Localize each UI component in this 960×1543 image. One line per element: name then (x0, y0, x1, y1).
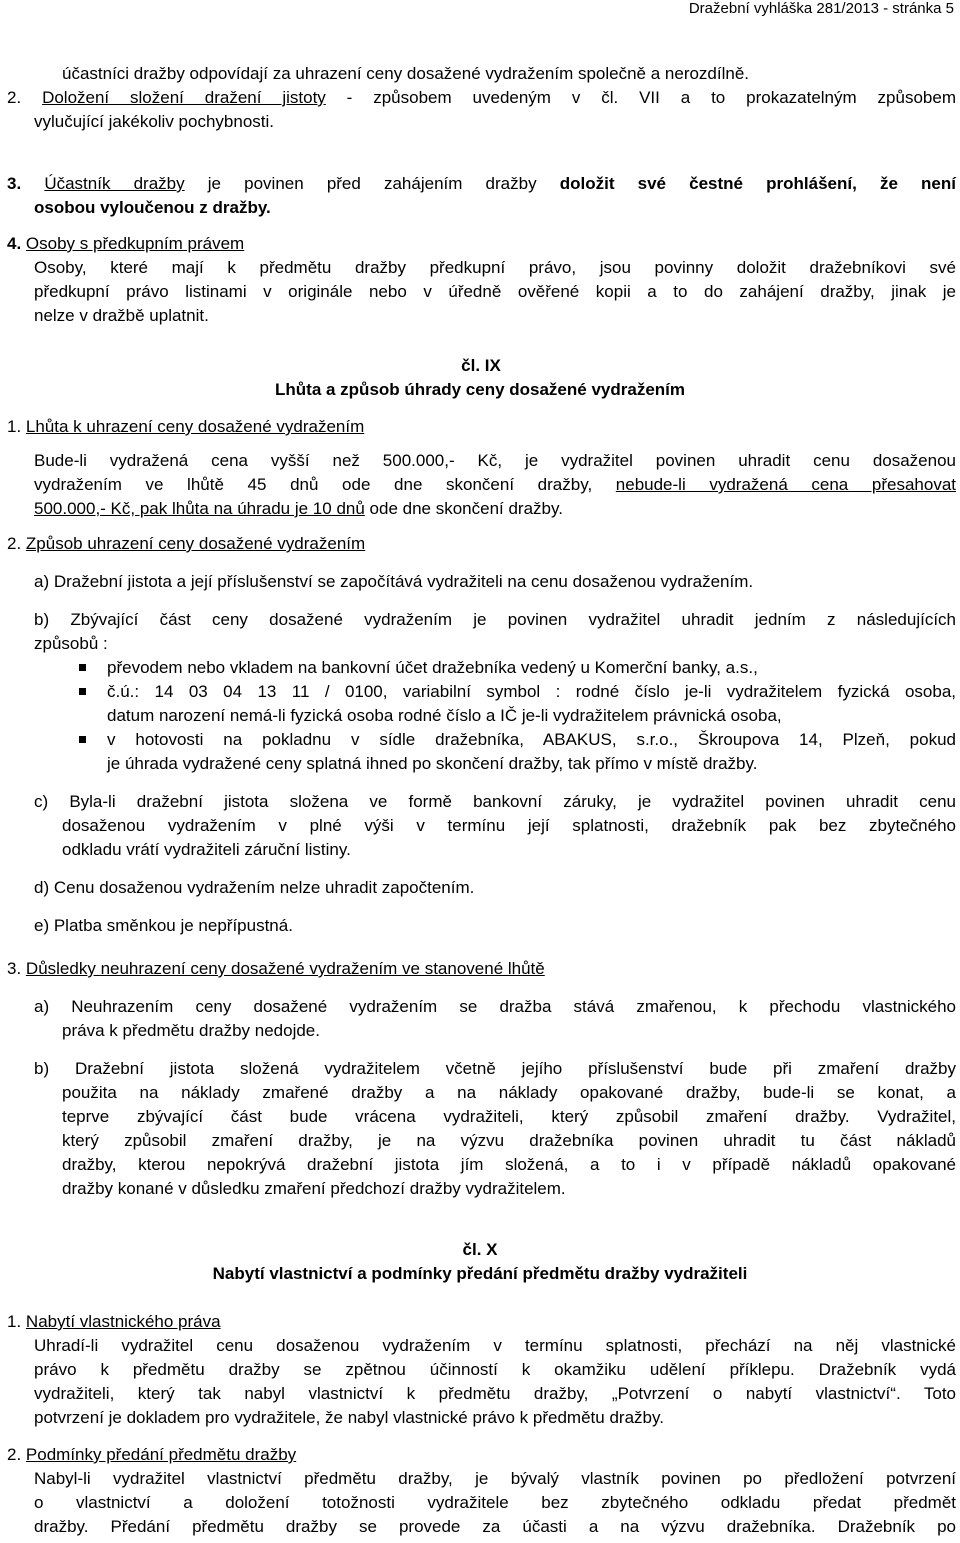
bullet-square-icon (79, 688, 86, 695)
section-3-title: Důsledky neuhrazení ceny dosažené vydražením ve stanovené lhůtě (25, 959, 545, 978)
section-1-title: Lhůta k uhrazení ceny dosažené vydražením (25, 417, 365, 436)
paragraph-joint-liability: účastníci dražby odpovídají za uhrazení ceny dosažené vydražením společně a nerozdílně. (62, 64, 750, 83)
section-1-deadline: 1. Lhůta k uhrazení ceny dosažené vydražením Bude-li vydražená cena vyšší než 500.000,- Kč, je vydražitel povinen uhradit cenu dosaženou vydražením ve lhůtě 45 dnů ode dne skončení dražby, nebude-li vydražená cena přesahovat 500.000,- Kč, pak lhůta na úhradu je 10 dnů ode dne skončení dražby. (7, 417, 956, 518)
item-4: 4. Osoby s předkupním právem Osoby, které mají k předmětu dražby předkupní právo, jsou povinny doložit dražebníkovi své předkupní právo listinami v originále nebo v úředně ověřené kopii a to do zahájení dražby, jinak je nelze v dražbě uplatnit. (7, 234, 956, 325)
payment-methods-list (107, 656, 956, 776)
article-9-heading (0, 354, 960, 402)
item-2: 2. Doložení složení dražení jistoty - způsobem uvedeným v čl. VII a to prokazatelným způsobem vylučující jakékoliv pochybnosti. (7, 88, 956, 131)
section-3-consequences: 3. Důsledky neuhrazení ceny dosažené vydražením ve stanovené lhůtě a) Neuhrazením ceny dosažené vydražením se dražba stává zmařenou, k přechodu vlastnického práva k předmětu dražby nedojde. b) Dražební jistota složená vydražitelem včetně jejího příslušenství bude při zmaření dražby použita na náklady zmařené dražby a na náklady opakované dražby, bude-li se konat, a teprve zbývající část bude vrácena vydražiteli, který způsobil zmaření dražby. Vydražitel, který způsobil zmaření dražby, je na výzvu dražebníka povinen uhradit tu část nákladů dražby, kterou nepokrývá dražební jistota jím složená, a to i v případě nákladů opakované dražby konané v důsledku zmaření předchozí dražby vydražitelem. (7, 959, 956, 1198)
title-1-heading: Nabytí vlastnického práva (25, 1312, 221, 1331)
article-10-title: Nabytí vlastnictví a podmínky předání předmětu dražby vydražiteli (212, 1264, 748, 1283)
bullet-square-icon (79, 736, 86, 743)
item-3: 3. Účastník dražby je povinen před zahájením dražby doložit své čestné prohlášení, že není osobou vyloučenou z dražby. (7, 174, 956, 217)
item-3-title: Účastník dražby (44, 174, 185, 193)
title-1-ownership: 1. Nabytí vlastnického práva Uhradí-li vydražitel cenu dosaženou vydražením v termínu splatnosti, přechází na něj vlastnické právo k předmětu dražby se zpětnou účinností k okamžiku udělení příklepu. Dražebník vydá vydražiteli, který tak nabyl vlastnictví k předmětu dražby, „Potvrzení o nabytí vlastnictví“. Toto potvrzení je dokladem pro vydražitele, že nabyl vlastnické právo k předmětu dražby. (7, 1312, 956, 1427)
section-2-title: Způsob uhrazení ceny dosažené vydražením (25, 534, 366, 553)
list-item: č.ú.: 14 03 04 13 11 / 0100, variabilní symbol : rodné číslo je-li vydražitelem fyzická osoba, datum narození nemá-li fyzická osoba rodné číslo a IČ je-li vydražitelem právnická osoba, (107, 680, 956, 728)
item-4-title: Osoby s předkupním právem (25, 234, 245, 253)
list-item: v hotovosti na pokladnu v sídle dražebníka, ABAKUS, s.r.o., Škroupova 14, Plzeň, pokud je úhrada vydražené ceny splatná ihned po skončení dražby, tak přímo v místě dražby. (107, 728, 956, 776)
title-2-handover: 2. Podmínky předání předmětu dražby Nabyl-li vydražitel vlastnictví předmětu dražby, je bývalý vlastník povinen po předložení potvrzení o vlastnictví a doložení totožnosti vydražitele bez zbytečného odkladu předat předmět dražby. Předání předmětu dražby se provede za účasti a na výzvu dražebníka. Dražebník po (7, 1445, 956, 1536)
title-2-heading: Podmínky předání předmětu dražby (25, 1445, 297, 1464)
list-item: převodem nebo vkladem na bankovní účet dražebníka vedený u Komerční banky, a.s., (107, 656, 956, 680)
article-10-heading (0, 1238, 960, 1286)
article-9-number: čl. IX (461, 356, 501, 375)
item-2-title: Doložení složení dražení jistoty (42, 88, 326, 107)
bullet-square-icon (79, 664, 86, 671)
section-2-payment: 2. Způsob uhrazení ceny dosažené vydražením a) Dražební jistota a její příslušenství se započítává vydražiteli na cenu dosaženou vydražením. b) Zbývající část ceny dosažené vydražením je povinen vydražitel uhradit jedním z následujících způsobů : převodem nebo vkladem na bankovní účet dražebníka vedený u Komerční banky, a.s., č.ú.: 14 03 04 13 11 / 0100, variabilní symbol : rodné číslo je-li vydražitelem fyzická osoba, datum narození nemá-li fyzická osoba rodné číslo a IČ je-li vydražitelem právnická osoba, v hotovosti na pokladnu v sídle dražebníka, ABAKUS, s.r.o., Škroupova 14, Plzeň, pokud je úhrada vydražené ceny splatná ihned po skončení dražby, tak přímo v místě dražby. c) Byla-li dražební jistota složena ve formě bankovní záruky, je vydražitel povinen uhradit cenu dosaženou vydražením v plné výši v termínu její splatnosti, dražebník pak bez zbytečného odkladu vrátí vydražiteli záruční listiny. d) Cenu dosaženou vydražením nelze uhradit započtením. e) Platba směnkou je nepřípustná. (7, 534, 956, 935)
running-header: Dražební vyhláška 281/2013 - stránka 5 (688, 0, 954, 17)
article-10-number: čl. X (462, 1240, 498, 1259)
article-9-title: Lhůta a způsob úhrady ceny dosažené vydražením (275, 380, 685, 399)
